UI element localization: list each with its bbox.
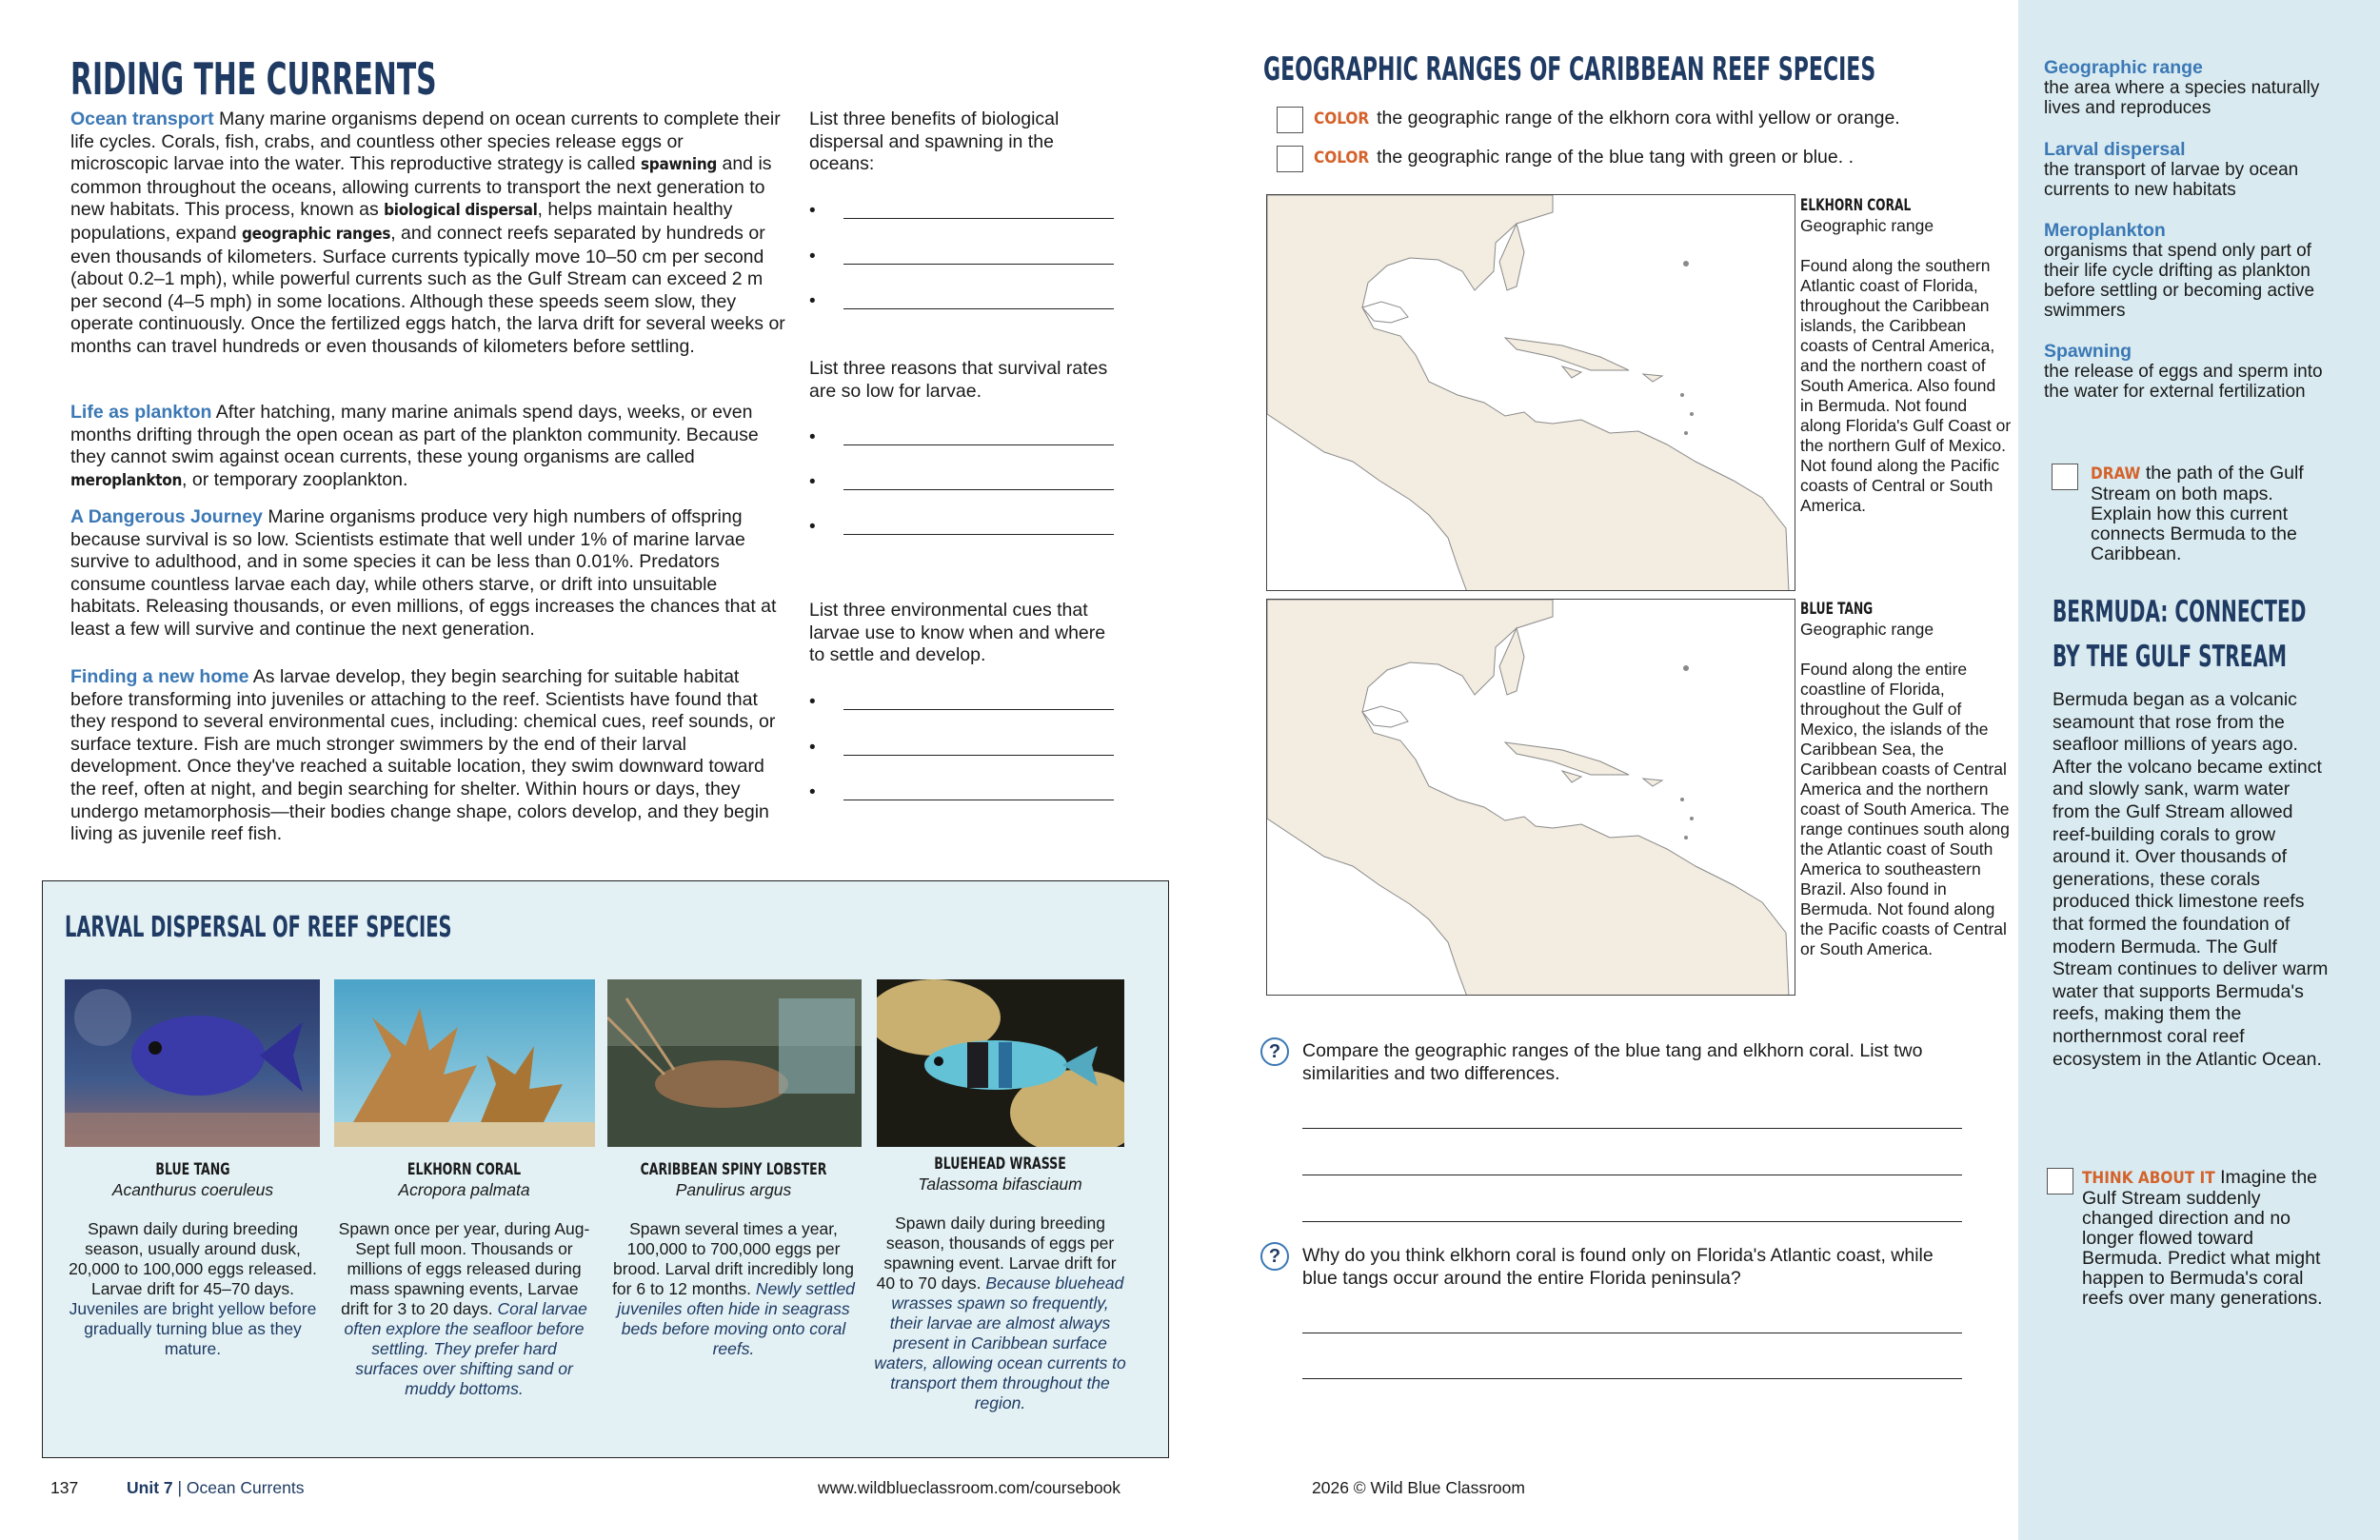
map-heading: BLUE TANG [1800,600,1874,619]
answer-line[interactable] [1302,1378,1962,1379]
keyword-meroplankton: meroplankton [70,470,183,490]
blank [843,444,1114,445]
question-survival: List three reasons that survival rates are so low for larvae. [809,358,1108,402]
species-scientific-name: Talassoma bifasciaum [918,1175,1082,1194]
bullet: • [809,472,816,492]
blank [843,264,1114,265]
highlight: Juveniles are bright yellow before gradually turning blue as they mature. [69,1299,317,1358]
elkhorn-range-text [1800,196,2012,516]
elkhorn-coral-map[interactable] [1266,194,1795,591]
paragraph-life-as-plankton [70,402,786,492]
term: Meroplankton [2044,220,2166,241]
question-icon: ? [1260,1037,1289,1066]
text: Imagine the Gulf Stream suddenly changed direction and no longer flowed toward Bermuda. Predict what might happen to Bermuda's coral reefs over many generations. [2082,1167,2323,1309]
bermuda-title [2053,590,2306,680]
text: , and connect reefs separated by hundreds or even thousands of kilometers. Surface currents typically move 10–50 cm per second (about 0.2–1 mph), while powerful currents such as the Gulf Stream can exceed 2 m per second (4–5 mph) in some locations. Although these speeds seem slow, they operate continuously. Once the fertilized eggs hatch, the larva drift for several weeks or months can travel hundreds or even thousands of kilometers before settling. [70,222,785,357]
range-description: Found along the southern Atlantic coast of Florida, throughout the Caribbean islands, the Caribbean coasts of Central America, and the northern coast of South America. Also found in Bermuda. Not found along Florida's Gulf Coast or the northern Gulf of Mexico. Not found along the Pacific coasts of Central or South America. [1800,256,2012,515]
title-line: BERMUDA: CONNECTED [2053,595,2307,629]
box-title: LARVAL DISPERSAL OF REEF SPECIES [65,911,452,944]
species-blue-tang [67,1160,319,1359]
definition: the area where a species naturally lives and reproduces [2044,78,2320,118]
species-scientific-name: Acropora palmata [398,1180,530,1199]
definition: the transport of larvae by ocean currents to new habitats [2044,160,2299,200]
blank [843,709,1114,710]
text: Spawn several times a year, 100,000 to 700,000 eggs per brood. Larval drift incredibly long for 6 to 12 months. [612,1219,854,1298]
lead-life-as-plankton: Life as plankton [70,402,212,423]
text: Many marine organisms depend on ocean currents to complete their life cycles. Corals, fish, crabs, and countless other species release eggs or microscopic larvae into the water. This reproductive strategy is called [70,109,781,175]
species-description [338,1219,590,1399]
answer-line[interactable] [809,738,1114,760]
spiny-lobster-photo [607,979,862,1147]
answer-line[interactable] [809,782,1114,805]
species-description [874,1214,1126,1413]
color-elkhorn-instruction [1314,108,1900,129]
bullet: • [809,517,816,537]
color-bluetang-instruction [1314,147,1854,168]
answer-line[interactable] [809,247,1114,269]
paragraph-dangerous-journey [70,506,786,642]
glossary-meroplankton [2044,221,2330,321]
text: the geographic range of the elkhorn cora withl yellow or orange. [1377,108,1900,128]
draw-task [2091,464,2329,564]
term: Geographic range [2044,57,2203,78]
text: the path of the Gulf Stream on both maps. Explain how this current connects Bermuda to the Caribbean. [2091,463,2304,564]
lead-ocean-transport: Ocean transport [70,109,214,129]
question-compare: Compare the geographic ranges of the blue tang and elkhorn coral. List two similarities and two differences. [1302,1040,1923,1084]
geo-ranges-title: GEOGRAPHIC RANGES OF CARIBBEAN REEF SPECIES [1263,50,1876,89]
highlight: Because bluehead wrasses spawn so frequently, their larvae are almost always present in Caribbean surface waters, allowing ocean currents to transport them throughout the region. [874,1273,1126,1412]
text: Spawn daily during breeding season, thousands of eggs per spawning event. Larvae drift for 40 to 70 days. [876,1214,1117,1293]
species-bluehead-wrasse [874,1155,1126,1413]
title-line: BY THE GULF STREAM [2053,640,2287,674]
glossary-geographic-range [2044,58,2330,118]
footer-copyright: 2026 © Wild Blue Classroom [1312,1478,1525,1497]
term: Spawning [2044,341,2132,362]
blue-tang-map[interactable] [1266,599,1795,996]
elkhorn-coral-photo [334,979,595,1147]
unit: Unit 7 [127,1478,173,1497]
text: Spawn daily during breeding season, usually around dusk, 20,000 to 100,000 eggs released. Larvae drift for 45–70 days. [69,1219,317,1298]
question-benefits: List three benefits of biological dispersal and spawning in the oceans: [809,109,1060,175]
bullet: • [809,247,816,267]
blank [843,755,1114,756]
footer-url[interactable]: www.wildblueclassroom.com/coursebook [818,1478,1121,1497]
lead-dangerous-journey: A Dangerous Journey [70,506,263,527]
map-subheading: Geographic range [1800,216,1934,235]
text: After hatching, many marine animals spend days, weeks, or even months drifting through the open ocean as part of the plankton community. Because they cannot swim against ocean currents, these young organisms are called [70,402,759,468]
bluehead-wrasse-photo [877,979,1124,1147]
bluetang-range-text [1800,600,2012,959]
map-subheading: Geographic range [1800,620,1934,639]
bermuda-body: Bermuda began as a volcanic seamount that rose from the seafloor millions of years ago. After the volcano became extinct and slowly sank, warm water from the Gulf Stream allowed reef-building corals to grow around it. Over thousands of generations, these corals produced thick limestone reefs that formed the foundation of modern Bermuda. The Gulf Stream continues to deliver warm water that supports Bermuda's reefs, making them the northernmost coral reef ecosystem in the Atlantic Ocean. [2053,689,2329,1070]
bullet: • [809,782,816,802]
page-number: 137 [50,1478,79,1497]
answer-line[interactable] [809,291,1114,314]
blank [843,218,1114,219]
answer-line[interactable] [809,427,1114,450]
bullet: • [809,427,816,447]
answer-line[interactable] [1302,1221,1962,1222]
species-elkhorn-coral [338,1160,590,1399]
color-elkhorn-checkbox[interactable] [1277,107,1303,133]
question-why-elkhorn: Why do you think elkhorn coral is found only on Florida's Atlantic coast, while blue tangs occur around the entire Florida peninsula? [1302,1245,1934,1289]
definition: the release of eggs and sperm into the water for external fertilization [2044,362,2323,402]
color-tag: COLOR [1314,109,1370,128]
definition: organisms that spend only part of their life cycle drifting as plankton before settling or becoming active swimmers [2044,241,2315,321]
answer-line[interactable] [809,201,1114,224]
color-bluetang-checkbox[interactable] [1277,146,1303,172]
color-tag: COLOR [1314,148,1370,168]
text: , or temporary zooplankton. [182,468,408,490]
paragraph-finding-new-home [70,666,786,846]
species-name: ELKHORN CORAL [407,1160,522,1179]
separator: | [177,1478,183,1497]
text: the geographic range of the blue tang with green or blue. . [1377,147,1854,168]
task-tag: DRAW [2091,464,2141,484]
think-about-it-task [2082,1168,2325,1309]
draw-task-checkbox[interactable] [2052,464,2078,490]
answer-line[interactable] [809,517,1114,540]
text: , helps maintain healthy populations, expand [70,199,733,244]
species-name: BLUE TANG [155,1160,230,1179]
bullet: • [809,291,816,311]
species-name: CARIBBEAN SPINY LOBSTER [640,1160,827,1179]
text: and is common throughout the oceans, allowing currents to transport the next generation to new habitats. This process, known as [70,153,772,221]
answer-line[interactable] [809,472,1114,495]
text: As larvae develop, they begin searching for suitable habitat before transforming into juveniles or attaching to the reef. Scientists have found that they respond to several environmental cues, including: chemical cues, reef sounds, or surface texture. Fish are much stronger swimmers by the end of their larval development. Once they've reached a suitable location, they swim downward toward the reef, often at night, and begin searching for shelter. Within hours or days, they undergo metamorphosis—their bodies change shape, colors develop, and they begin living as juvenile reef fish. [70,666,776,845]
task-tag: THINK ABOUT IT [2082,1169,2215,1188]
bullet: • [809,201,816,221]
blue-tang-photo [65,979,320,1147]
text: Spawn once per year, during Aug-Sept full moon. Thousands or millions of eggs released during mass spawning events, Larvae drift for 3 to 20 days. [338,1219,590,1318]
glossary-larval-dispersal [2044,140,2330,200]
page-title: RIDING THE CURRENTS [70,53,437,105]
blank [843,534,1114,535]
glossary-spawning [2044,342,2330,402]
paragraph-ocean-transport [70,109,786,359]
species-name: BLUEHEAD WRASSE [934,1155,1066,1174]
text: Marine organisms produce very high numbers of offspring because survival is so low. Scientists estimate that well under 1% of marine larvae survive to adulthood, and in some species it can be less than 0.01%. Predators consume countless larvae each day, while others starve, or drift into unsuitable habitats. Releasing thousands, or even millions, of eggs increases the chances that at least a few will survive and continue the next generation. [70,506,777,640]
species-scientific-name: Panulirus argus [675,1180,792,1199]
map-heading: ELKHORN CORAL [1800,196,1912,215]
bullet: • [809,692,816,712]
highlight: Newly settled juveniles often hide in seagrass beds before moving onto coral reefs. [617,1279,855,1358]
range-description: Found along the entire coastline of Florida, throughout the Gulf of Mexico, the islands of the Caribbean Sea, the Caribbean coasts of Central America and the northern coast of South America. The range continues south along the Atlantic coast of South America to southeastern Brazil. Also found in Bermuda. Not found along the Pacific coasts of Central or South America. [1800,660,2010,958]
bullet: • [809,738,816,758]
term: Larval dispersal [2044,139,2186,160]
keyword-biological-dispersal: biological dispersal [384,201,538,221]
keyword-spawning: spawning [641,155,718,175]
species-description [67,1219,319,1359]
think-task-checkbox[interactable] [2047,1168,2073,1194]
species-spiny-lobster [607,1160,860,1359]
question-icon: ? [1260,1242,1289,1271]
answer-line[interactable] [1302,1128,1962,1129]
section: Ocean Currents [186,1478,305,1497]
blank [843,308,1114,309]
species-scientific-name: Acanthurus coeruleus [111,1180,274,1199]
lead-finding-new-home: Finding a new home [70,666,249,687]
highlight: Coral larvae often explore the seafloor before settling. They prefer hard surfaces over shifting sand or muddy bottoms. [344,1299,587,1398]
species-description [607,1219,860,1359]
keyword-geographic-ranges: geographic ranges [241,224,391,244]
blank [843,489,1114,490]
unit-label [127,1478,304,1498]
answer-line[interactable] [809,692,1114,715]
question-cues: List three environmental cues that larvae use to know when and where to settle and develop. [809,600,1106,666]
